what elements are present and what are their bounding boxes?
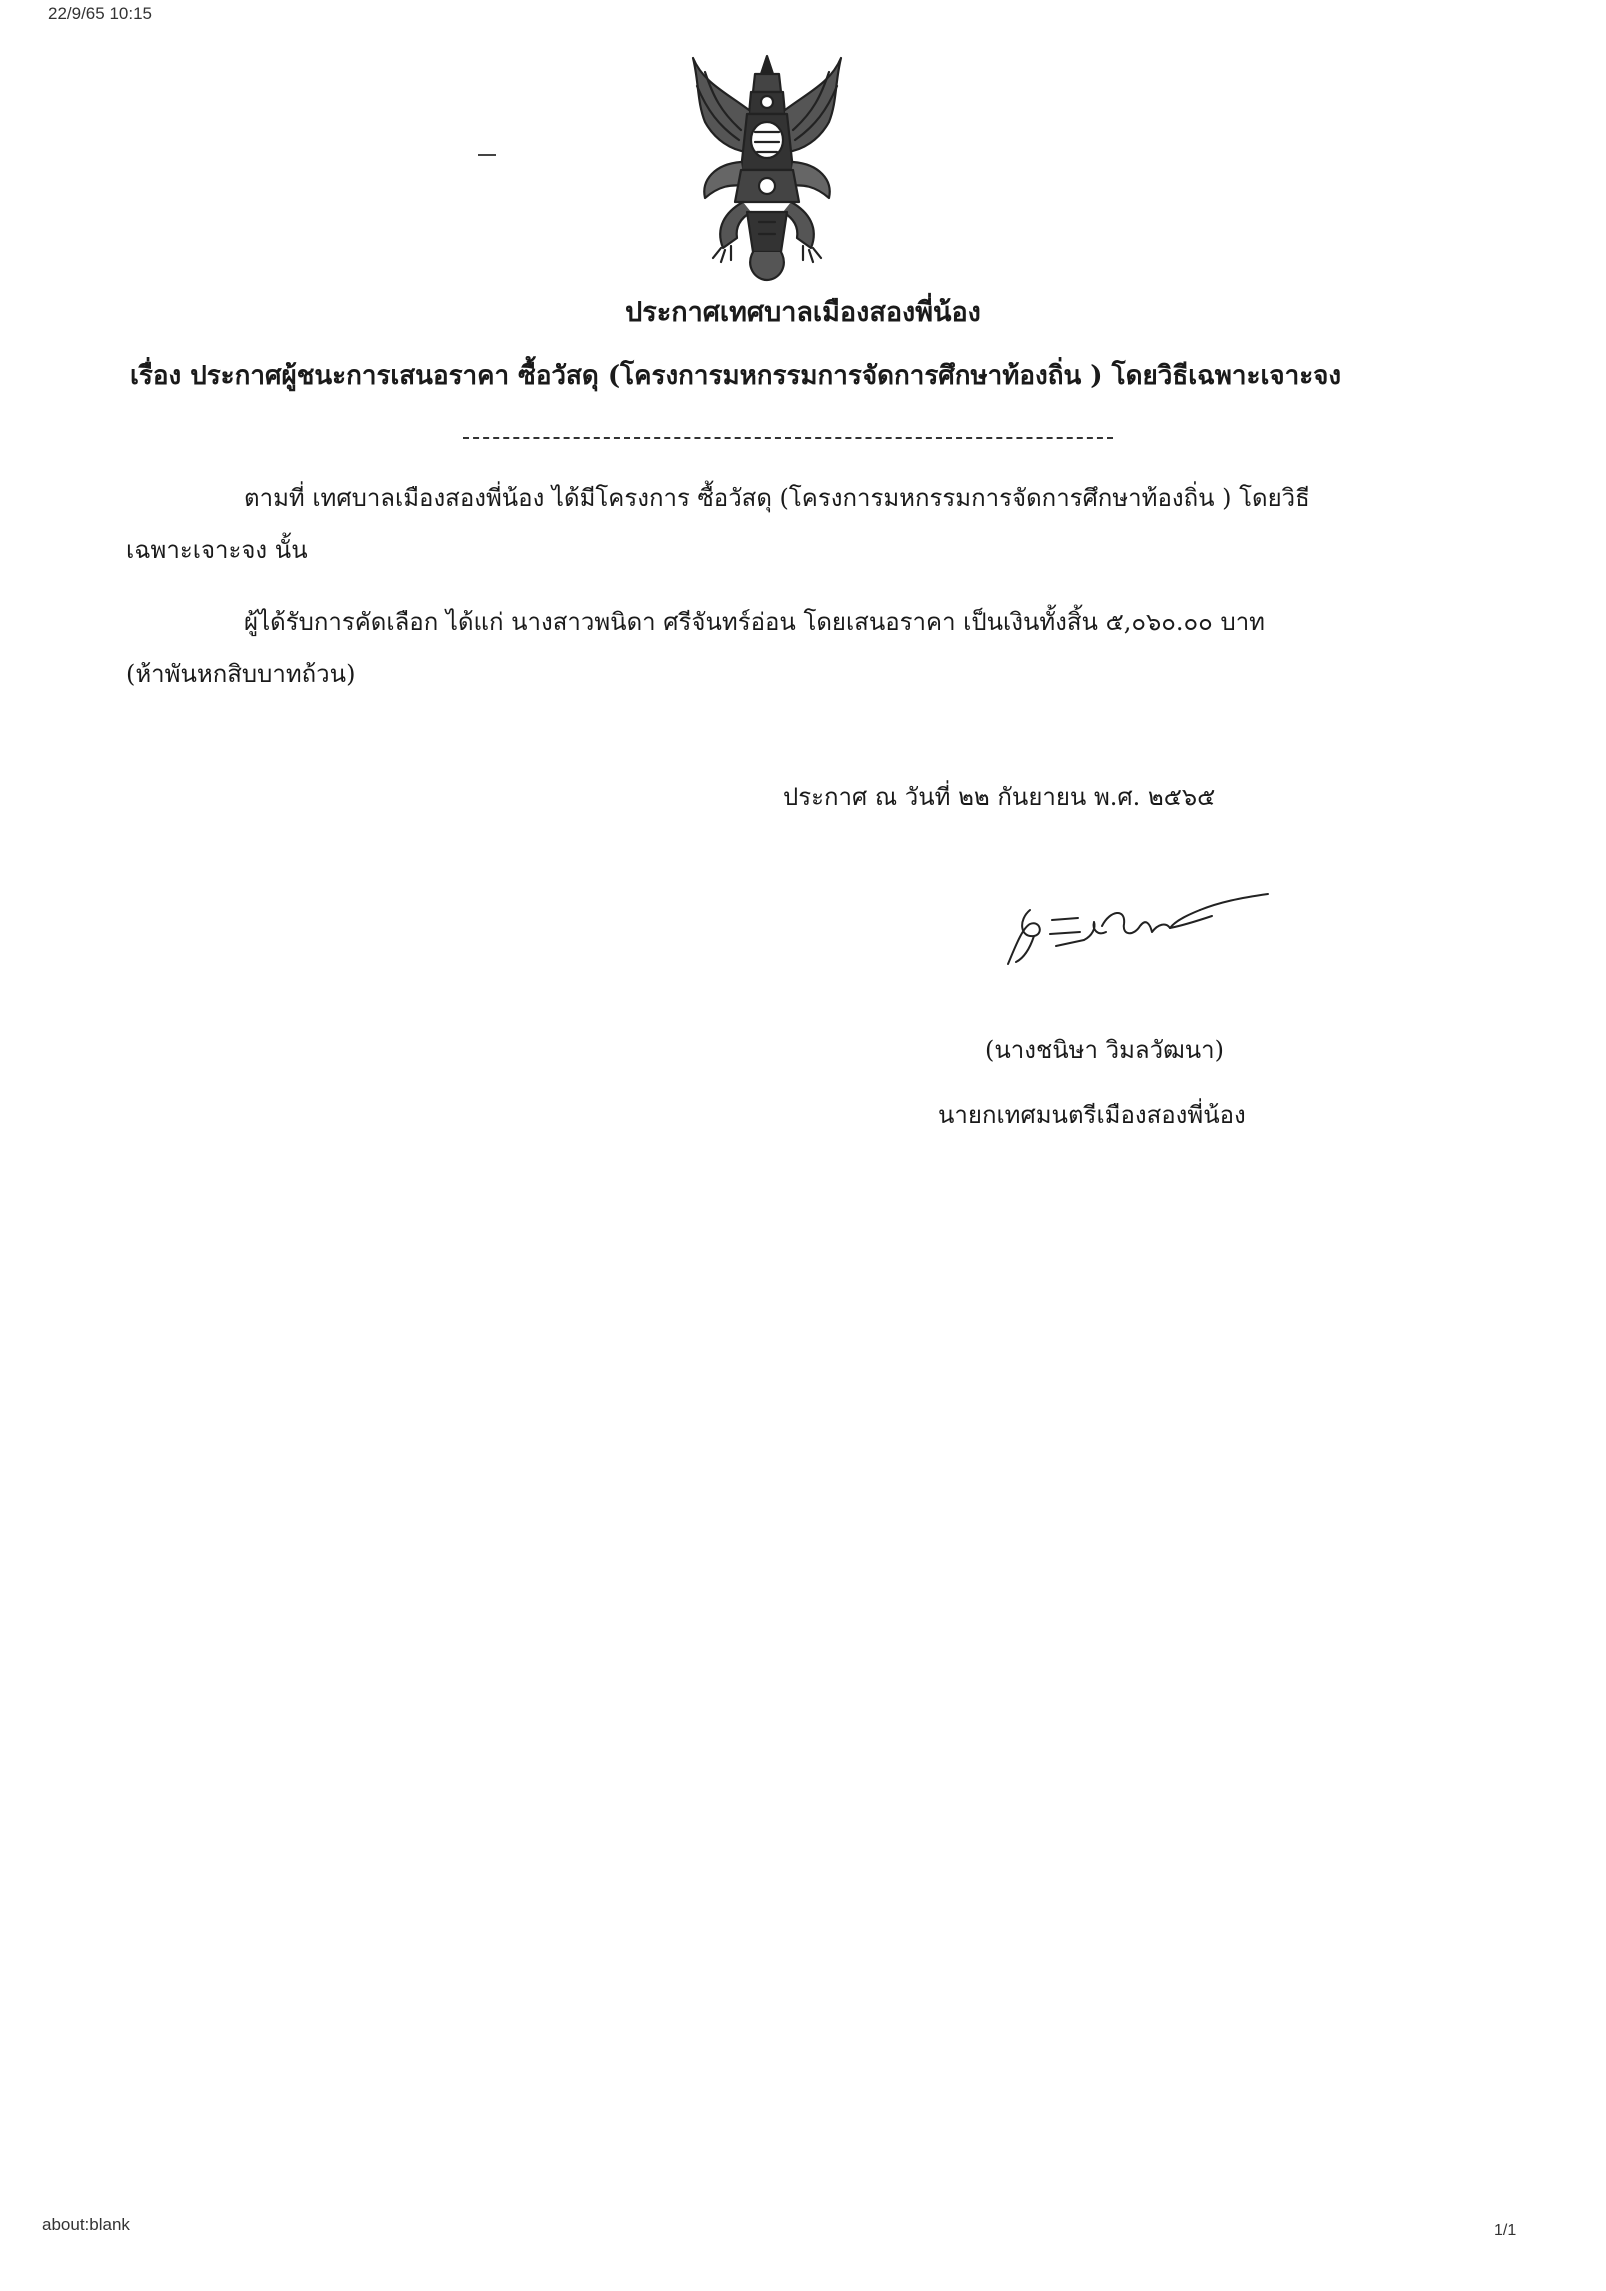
paragraph-project-line1: ตามที่ เทศบาลเมืองสองพี่น้อง ได้มีโครงการ ซื้อวัสดุ (โครงการมหกรรมการจัดการศึกษาท้องถิ่น ) โดยวิธี bbox=[244, 484, 1310, 512]
announcement-subject: เรื่อง ประกาศผู้ชนะการเสนอราคา ซื้อวัสดุ (โครงการมหกรรมการจัดการศึกษาท้องถิ่น ) โดยวิธีเฉพาะเจาะจง bbox=[130, 361, 1342, 391]
paragraph-project-line2: เฉพาะเจาะจง นั้น bbox=[126, 536, 308, 564]
print-timestamp: 22/9/65 10:15 bbox=[48, 4, 152, 23]
handwritten-signature-icon bbox=[1000, 880, 1280, 990]
stray-mark bbox=[478, 154, 496, 156]
dashed-divider bbox=[463, 437, 1113, 439]
announcement-title: ประกาศเทศบาลเมืองสองพี่น้อง bbox=[625, 297, 981, 328]
announcement-date: ประกาศ ณ วันที่ ๒๒ กันยายน พ.ศ. ๒๕๖๕ bbox=[783, 783, 1216, 811]
paragraph-winner-line2: (ห้าพันหกสิบบาทถ้วน) bbox=[126, 660, 356, 688]
print-page-number: 1/1 bbox=[1494, 2222, 1517, 2239]
paragraph-winner-line1: ผู้ได้รับการคัดเลือก ได้แก่ นางสาวพนิดา ศรีจันทร์อ่อน โดยเสนอราคา เป็นเงินทั้งสิ้น ๕,๐๖๐.๐๐ บาท bbox=[244, 608, 1265, 636]
garuda-emblem-icon bbox=[685, 52, 850, 284]
paragraph-winner bbox=[126, 596, 1466, 700]
paragraph-project bbox=[126, 472, 1466, 576]
signer-position: นายกเทศมนตรีเมืองสองพี่น้อง bbox=[938, 1101, 1246, 1129]
print-url: about:blank bbox=[42, 2215, 130, 2234]
signer-name: (นางชนิษา วิมลวัฒนา) bbox=[985, 1036, 1224, 1064]
